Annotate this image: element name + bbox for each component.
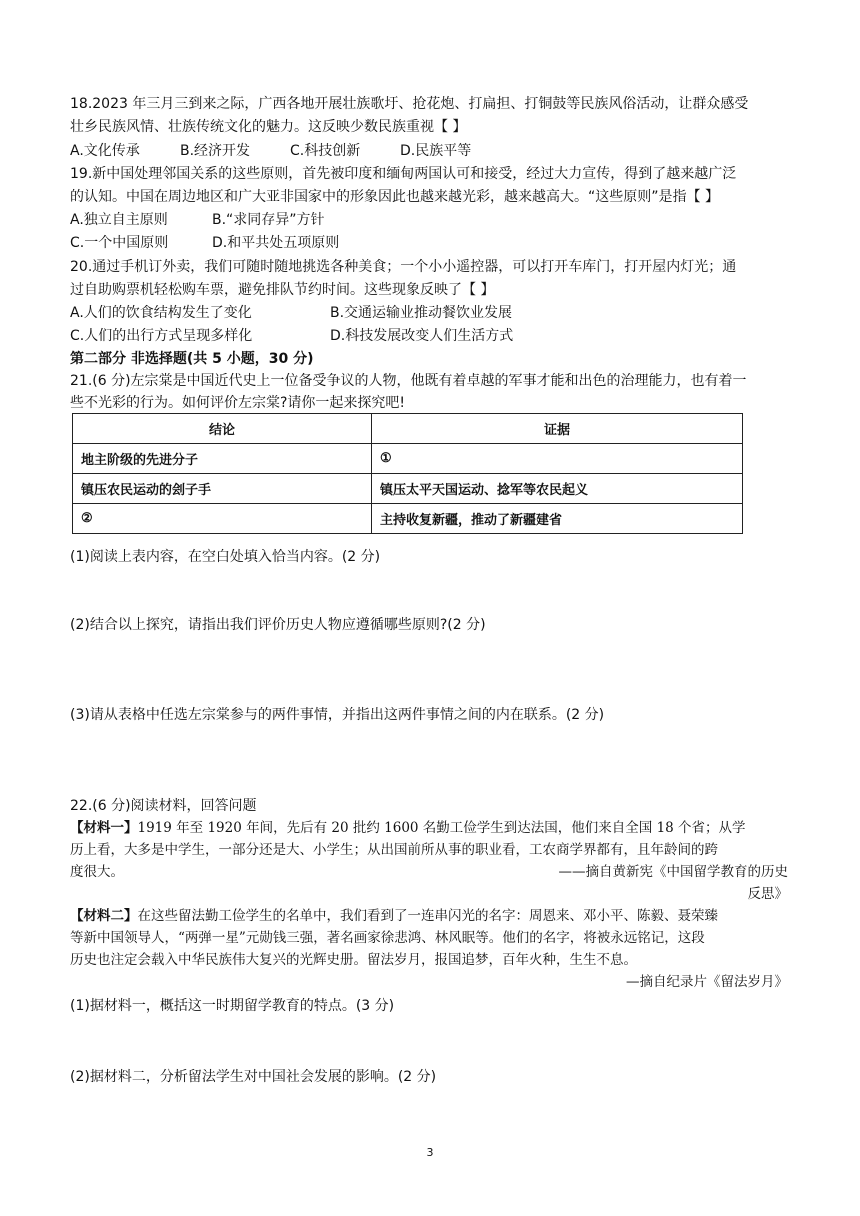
table-header-row <box>73 414 743 444</box>
table-header-evidence: 证据 <box>372 414 743 444</box>
q21-stem-line2: 些不光彩的行为。如何评价左宗棠?请你一起来探究吧! <box>70 395 406 411</box>
table-row <box>73 474 743 504</box>
q21-evaluation-table <box>72 413 743 534</box>
material1-text: 1919 年至 1920 年间，先后有 20 批约 1600 名勤工俭学生到达法国，他们来自全国 18 个省；从学 <box>137 820 746 836</box>
q19-option-d: D.和平共处五项原则 <box>212 235 340 251</box>
table-cell: 地主阶级的先进分子 <box>73 444 372 474</box>
q18-stem-line1: 18.2023 年三月三到来之际，广西各地开展壮族歌圩、抢花炮、打扁担、打铜鼓等民族风俗活动，让群众感受 <box>70 96 749 112</box>
table-cell-blank-1: ① <box>372 444 743 474</box>
material2-label: 【材料二】 <box>70 908 138 924</box>
q22-material1-line3: 度很大。 <box>70 864 124 880</box>
q20-stem-line2: 过自助购票机轻松购车票，避免排队节约时间。这些现象反映了【 】 <box>70 282 495 298</box>
table-row <box>73 444 743 474</box>
table-cell-blank-2: ② <box>73 504 372 534</box>
q22-sub2: (2)据材料二，分析留法学生对中国社会发展的影响。(2 分) <box>70 1069 437 1085</box>
q20-option-b: B.交通运输业推动餐饮业发展 <box>330 305 513 321</box>
q20-stem-line1: 20.通过手机订外卖，我们可随时随地挑选各种美食；一个小小遥控器，可以打开车库门，打开屋内灯光；通 <box>70 259 737 275</box>
q20-option-c: C.人们的出行方式呈现多样化 <box>70 328 253 344</box>
table-cell: 镇压农民运动的刽子手 <box>73 474 372 504</box>
q22-material1-source-b: 反思》 <box>747 886 788 902</box>
table-row <box>73 504 743 534</box>
q22-material1-source-a: ——摘自黄新宪《中国留学教育的历史 <box>558 864 788 880</box>
q21-sub2: (2)结合以上探究，请指出我们评价历史人物应遵循哪些原则?(2 分) <box>70 617 486 633</box>
material1-label: 【材料一】 <box>70 820 138 836</box>
q22-material1-line1 <box>70 817 746 839</box>
table-cell: 主持收复新疆，推动了新疆建省 <box>372 504 743 534</box>
q19-stem-line2: 的认知。中国在周边地区和广大亚非国家中的形象因此也越来越光彩，越来越高大。“这些原则”是指【 】 <box>70 189 719 205</box>
q20-option-d: D.科技发展改变人们生活方式 <box>330 328 514 344</box>
q22-material1-line2: 历上看，大多是中学生，一部分还是大、小学生；从出国前所从事的职业看，工农商学界都有，且年龄间的跨 <box>70 842 718 858</box>
q19-stem-line1: 19.新中国处理邻国关系的这些原则，首先被印度和缅甸两国认可和接受，经过大力宣传，得到了越来越广泛 <box>70 166 737 182</box>
q22-material2-line2: 等新中国领导人，“两弹一星”元勋钱三强，著名画家徐悲鸿、林风眠等。他们的名字，将被永远铭记，这段 <box>70 930 705 946</box>
q21-sub1: (1)阅读上表内容，在空白处填入恰当内容。(2 分) <box>70 549 381 565</box>
q22-intro: 22.(6 分)阅读材料，回答问题 <box>70 798 257 814</box>
q18-option-b: B.经济开发 <box>180 143 251 159</box>
q19-option-b: B.“求同存异”方针 <box>212 212 325 228</box>
q18-option-d: D.民族平等 <box>400 143 472 159</box>
page-number: 3 <box>426 1146 434 1159</box>
table-cell: 镇压太平天国运动、捻军等农民起义 <box>372 474 743 504</box>
table-header-conclusion: 结论 <box>73 414 372 444</box>
q22-material2-source: —摘自纪录片《留法岁月》 <box>626 974 788 990</box>
q21-stem-line1: 21.(6 分)左宗棠是中国近代史上一位备受争议的人物，他既有着卓越的军事才能和出色的治理能力，也有着一 <box>70 373 747 389</box>
part2-heading: 第二部分 非选择题(共 5 小题，30 分) <box>70 351 314 367</box>
q22-material2-line3: 历史也注定会载入中华民族伟大复兴的光辉史册。留法岁月，报国追梦，百年火种，生生不息。 <box>70 952 637 968</box>
q19-option-a: A.独立自主原则 <box>70 212 168 228</box>
material2-text: 在这些留法勤工俭学生的名单中，我们看到了一连串闪光的名字：周恩来、邓小平、陈毅、聂荣臻 <box>137 908 718 924</box>
q22-sub1: (1)据材料一，概括这一时期留学教育的特点。(3 分) <box>70 998 395 1014</box>
q21-sub3: (3)请从表格中任选左宗棠参与的两件事情，并指出这两件事情之间的内在联系。(2 分) <box>70 707 605 723</box>
q20-option-a: A.人们的饮食结构发生了变化 <box>70 305 252 321</box>
q22-material2-line1 <box>70 905 718 927</box>
q18-option-c: C.科技创新 <box>290 143 361 159</box>
q18-stem-line2: 壮乡民族风情、壮族传统文化的魅力。这反映少数民族重视【 】 <box>70 119 467 135</box>
q18-option-a: A.文化传承 <box>70 143 140 159</box>
q19-option-c: C.一个中国原则 <box>70 235 169 251</box>
